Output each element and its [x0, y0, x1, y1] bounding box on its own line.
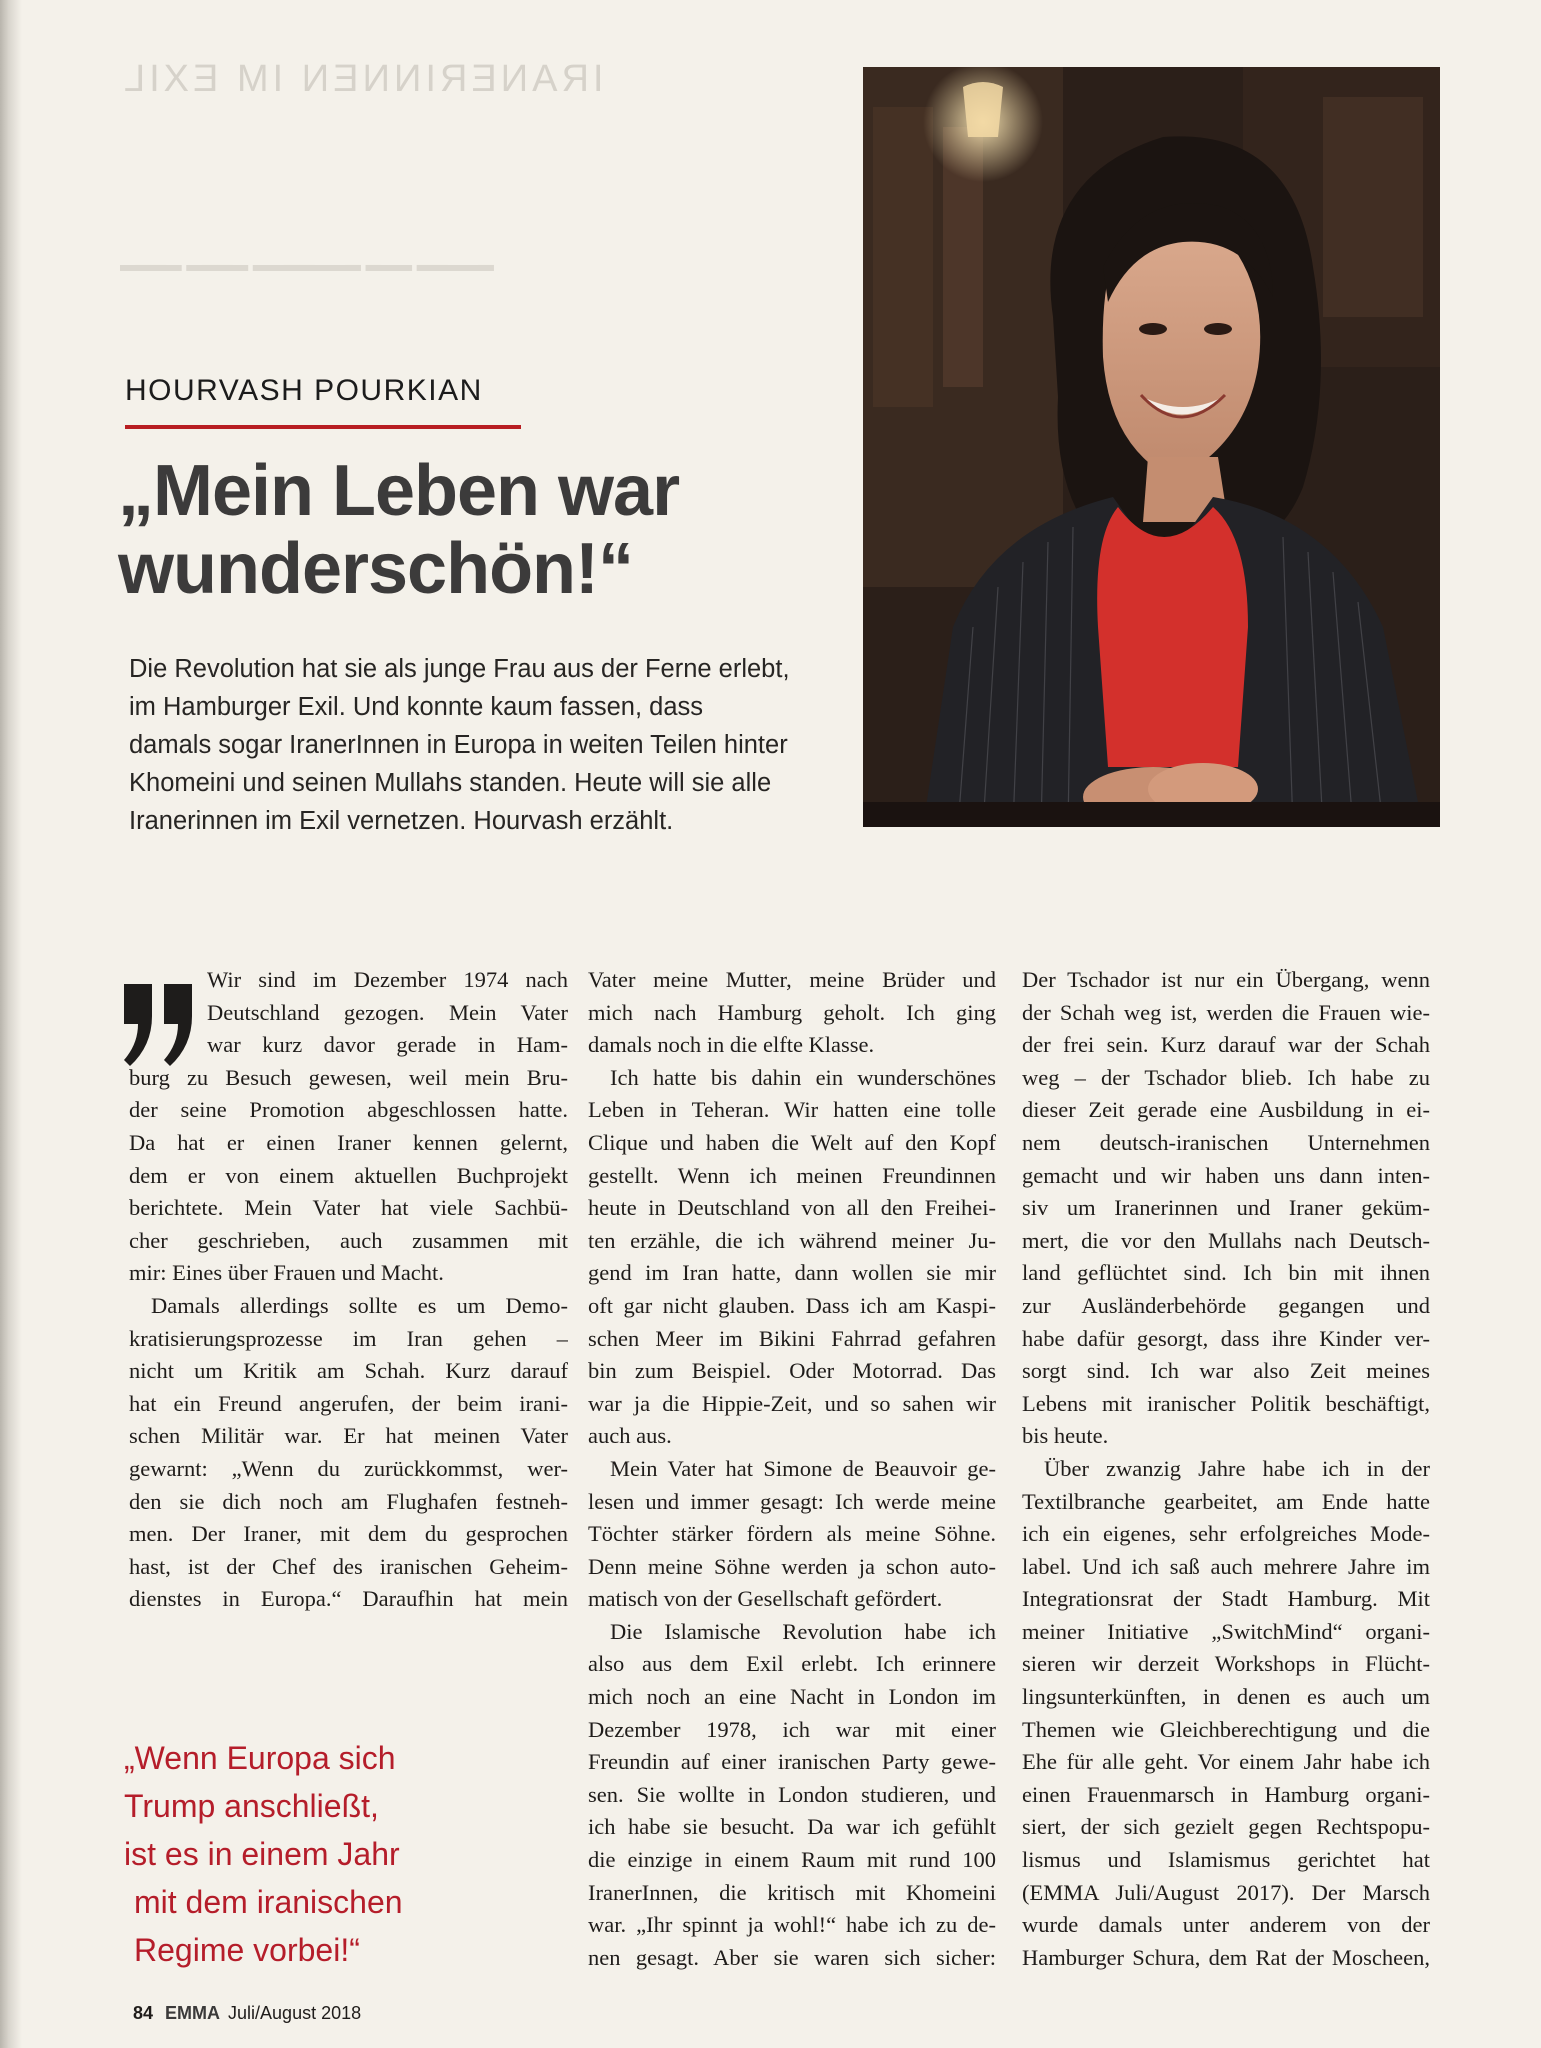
body-line: gemacht und wir haben uns dann inten- [1022, 1162, 1430, 1188]
body-line: sorgt sind. Ich war also Zeit meines [1022, 1358, 1430, 1384]
body-line: (EMMA Juli/August 2017). Der Marsch [1022, 1879, 1430, 1905]
body-line: Dezember 1978, ich war mit einer [588, 1716, 996, 1742]
body-line: lismus und Islamismus gerichtet hat [1022, 1847, 1430, 1873]
body-line: gend im Iran hatte, dann wollen sie mir [588, 1260, 996, 1286]
body-line: Töchter stärker fördern als meine Söhne. [588, 1521, 996, 1547]
body-line: Hamburger Schura, dem Rat der Moscheen, [1022, 1944, 1430, 1970]
body-line: kratisierungsprozesse im Iran gehen – [129, 1325, 568, 1351]
lead-line: im Hamburger Exil. Und konnte kaum fassen, dass [129, 693, 703, 721]
lead-line: damals sogar IranerInnen in Europa in weiten Teilen hinter [129, 731, 788, 759]
pull-quote-line: „Wenn Europa sich [124, 1740, 396, 1776]
body-line: Textilbranche gearbeitet, am Ende hatte [1022, 1488, 1430, 1514]
lead-paragraph [129, 650, 829, 840]
body-line: Themen wie Gleichberechtigung und die [1022, 1716, 1430, 1742]
lead-line: Iranerinnen im Exil vernetzen. Hourvash erzählt. [129, 807, 674, 835]
body-line: Vater meine Mutter, meine Brüder und [588, 967, 996, 992]
body-line: men. Der Iraner, mit dem du gesprochen [129, 1521, 568, 1547]
body-line: nen gesagt. Aber sie waren sich sicher: [588, 1944, 996, 1970]
body-line: schen Meer im Bikini Fahrrad gefahren [588, 1325, 996, 1351]
body-line: der Schah weg ist, werden die Frauen wie- [1022, 999, 1430, 1025]
body-column-2 [588, 964, 996, 1974]
body-line: die einzige in einem Raum mit rund 100 [588, 1847, 996, 1873]
body-line: Leben in Teheran. Wir hatten eine tolle [588, 1097, 996, 1123]
body-line: Ich hatte bis dahin ein wunderschönes [610, 1064, 996, 1090]
show-through-header: IRANERINNEN IM EXIL [120, 58, 604, 100]
pull-quote [124, 1734, 564, 1974]
body-line: hast, ist der Chef des iranischen Geheim- [129, 1553, 568, 1579]
issue-date: Juli/August 2018 [228, 2003, 362, 2023]
magazine-name: EMMA [165, 2003, 221, 2023]
body-line: Denn meine Söhne werden ja schon auto- [588, 1553, 996, 1579]
body-line: burg zu Besuch gewesen, weil mein Bru- [129, 1064, 568, 1090]
body-line: hat ein Freund angerufen, der beim irani- [129, 1390, 568, 1416]
body-line: Der Tschador ist nur ein Übergang, wenn [1022, 967, 1430, 992]
pull-quote-line: mit dem iranischen [134, 1884, 403, 1920]
byline-rule [125, 425, 521, 429]
body-line: matisch von der Gesellschaft gefördert. [588, 1586, 943, 1612]
body-line: meiner Initiative „SwitchMind“ organi- [1022, 1618, 1430, 1644]
body-line: also aus dem Exil erlebt. Ich erinnere [588, 1651, 996, 1677]
body-line: label. Und ich saß auch mehrere Jahre im [1022, 1553, 1430, 1579]
body-line: Über zwanzig Jahre habe ich in der [1044, 1455, 1430, 1481]
body-line: land geflüchtet sind. Ich bin mit ihnen [1022, 1260, 1430, 1286]
body-line: einen Frauenmarsch in Hamburg organi- [1022, 1781, 1430, 1807]
body-line: ich habe sie besucht. Da war ich gefühlt [588, 1814, 996, 1840]
body-line: gestellt. Wenn ich meinen Freundinnen [588, 1162, 996, 1188]
body-line: auch aus. [588, 1423, 672, 1449]
body-line: schen Militär war. Er hat meinen Vater [129, 1423, 568, 1449]
body-line: weg – der Tschador blieb. Ich habe zu [1022, 1064, 1430, 1090]
body-line: Mein Vater hat Simone de Beauvoir ge- [610, 1455, 996, 1481]
body-line: lingsunterkünften, in denen es auch um [1022, 1684, 1430, 1710]
body-line: cher geschrieben, auch zusammen mit [129, 1227, 568, 1253]
body-line: dienstes in Europa.“ Daraufhin hat mein [129, 1586, 568, 1612]
body-line: berichtete. Mein Vater hat viele Sachbü- [129, 1195, 568, 1221]
body-line: lesen und immer gesagt: Ich werde meine [588, 1488, 996, 1514]
body-line: mert, die vor den Mullahs nach Deutsch- [1022, 1227, 1430, 1253]
body-line: damals noch in die elfte Klasse. [588, 1032, 875, 1058]
headline-line: wunderschön!“ [118, 529, 634, 609]
pull-quote-line: Trump anschließt, [124, 1788, 379, 1824]
body-line: Da hat er einen Iraner kennen gelernt, [129, 1129, 568, 1155]
body-line: mich noch an eine Nacht in London im [588, 1684, 996, 1710]
body-line: habe dafür gesorgt, dass ihre Kinder ver- [1022, 1325, 1430, 1351]
body-line: dieser Zeit gerade eine Ausbildung in ei- [1022, 1097, 1430, 1123]
body-line: nem deutsch-iranischen Unternehmen [1022, 1129, 1430, 1155]
body-line: mir: Eines über Frauen und Macht. [129, 1260, 444, 1286]
body-line: bis heute. [1022, 1423, 1109, 1449]
body-line: mich nach Hamburg geholt. Ich ging [588, 999, 996, 1025]
lead-line: Khomeini und seinen Mullahs standen. Heute will sie alle [129, 769, 772, 797]
portrait-photo [863, 67, 1440, 827]
body-column-1 [129, 964, 568, 1616]
body-line: Ehe für alle geht. Vor einem Jahr habe ich [1022, 1749, 1430, 1775]
body-line: Die Islamische Revolution habe ich [610, 1618, 996, 1644]
headline-line: „Mein Leben war [118, 451, 680, 531]
body-line: siv um Iranerinnen und Iraner geküm- [1022, 1195, 1430, 1221]
page-number: 84 [133, 2003, 154, 2023]
body-line: Lebens mit iranischer Politik beschäftigt, [1022, 1390, 1430, 1416]
body-line: bin zum Beispiel. Oder Motorrad. Das [588, 1358, 996, 1384]
body-line: Deutschland gezogen. Mein Vater [207, 999, 568, 1025]
page-footer [133, 2003, 361, 2024]
body-line: oft gar nicht glauben. Dass ich am Kaspi- [588, 1292, 996, 1318]
body-line: Damals allerdings sollte es um Demo- [151, 1292, 568, 1318]
headline [118, 452, 838, 608]
body-line: den sie dich noch am Flughafen festneh- [129, 1488, 568, 1514]
body-line: ten erzähle, die ich während meiner Ju- [588, 1227, 996, 1253]
body-line: Wir sind im Dezember 1974 nach [207, 967, 568, 992]
body-line: wurde damals unter anderem von der [1022, 1912, 1430, 1938]
lead-line: Die Revolution hat sie als junge Frau aus der Ferne erlebt, [129, 655, 790, 683]
body-line: gewarnt: „Wenn du zurückkommst, wer- [129, 1455, 568, 1481]
body-line: war kurz davor gerade in Ham- [207, 1032, 568, 1058]
body-line: heute in Deutschland von all den Freihei- [588, 1195, 996, 1221]
body-line: siert, der sich gezielt gegen Rechtspopu- [1022, 1814, 1430, 1840]
body-line: war ja die Hippie-Zeit, und so sahen wir [588, 1390, 996, 1416]
body-line: nicht um Kritik am Schah. Kurz darauf [129, 1358, 568, 1384]
pull-quote-line: Regime vorbei!“ [134, 1932, 360, 1968]
author-byline: HOURVASH POURKIAN [125, 374, 483, 407]
body-line: ich ein eigenes, sehr erfolgreiches Mode- [1022, 1521, 1430, 1547]
body-line: Freundin auf einer iranischen Party gewe- [588, 1749, 996, 1775]
body-line: dem er von einem aktuellen Buchprojekt [129, 1162, 568, 1188]
body-line: sieren wir derzeit Workshops in Flücht- [1022, 1651, 1430, 1677]
pull-quote-line: ist es in einem Jahr [124, 1836, 400, 1872]
body-line: der seine Promotion abgeschlossen hatte. [129, 1097, 568, 1123]
body-line: war. „Ihr spinnt ja wohl!“ habe ich zu de- [588, 1912, 996, 1938]
body-line: sen. Sie wollte in London studieren, und [588, 1781, 996, 1807]
body-column-3 [1022, 964, 1430, 1974]
page-gutter-shadow [0, 0, 22, 2048]
body-line: der frei sein. Kurz darauf war der Schah [1022, 1032, 1430, 1058]
body-line: Clique und haben die Welt auf den Kopf [588, 1129, 996, 1155]
body-line: zur Ausländerbehörde gegangen und [1022, 1292, 1430, 1318]
show-through-text: ▂▂▂▂▂ ▂▂▂ ▂▂▂▂▂▂▂ ▂▂▂▂ ▂▂▂▂ [120, 249, 494, 271]
body-line: IranerInnen, die kritisch mit Khomeini [588, 1879, 996, 1905]
body-line: Integrationsrat der Stadt Hamburg. Mit [1022, 1586, 1430, 1612]
